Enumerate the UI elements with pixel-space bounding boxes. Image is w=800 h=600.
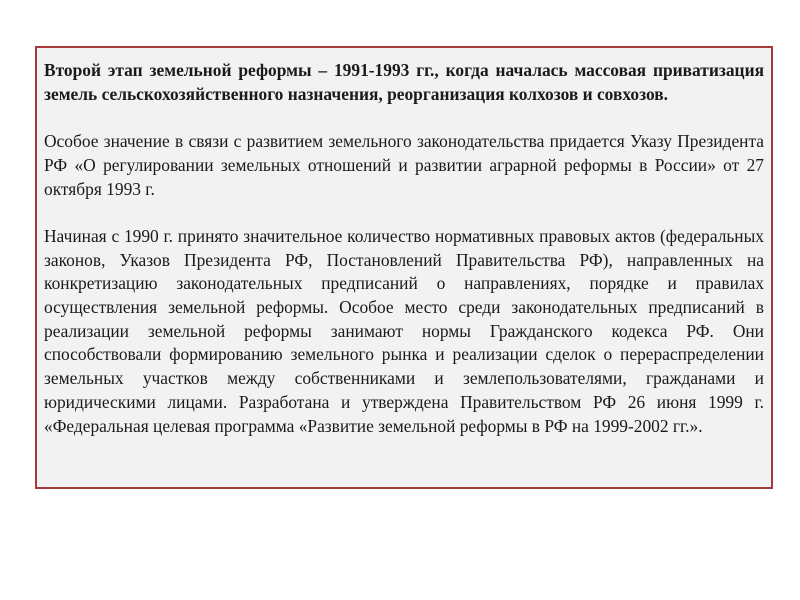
text-box [35,46,773,489]
paragraph-normative-acts: Начиная с 1990 г. принято значительное количество нормативных правовых актов (федеральных законов, Указов Президента РФ, Постановлений Правительства РФ), направленных на конкретизацию законодательных предписаний о направлениях, порядке и правилах осуществления земельной реформы. Особое место среди законодательных предписаний в реализации земельной реформы занимают нормы Гражданского кодекса РФ. Они способствовали формированию земельного рынка и реализации сделок о перераспределении земельных участков между собственниками и землепользователями, гражданами и юридическими лицами. Разработана и утверждена Правительством РФ 26 июня 1999 г. «Федеральная целевая программа «Развитие земельной реформы в РФ на 1999-2002 гг.». [44,225,764,436]
paragraph-second-stage: Второй этап земельной реформы – 1991-1993 гг., когда началась массовая приватизация земель сельскохозяйственного назначения, реорганизация колхозов и совхозов. [44,60,764,104]
paragraph-presidential-decree: Особое значение в связи с развитием земельного законодательства придается Указу Президента РФ «О регулировании земельных отношений и развитии аграрной реформы в России» от 27 октября 1993 г. [44,131,764,199]
